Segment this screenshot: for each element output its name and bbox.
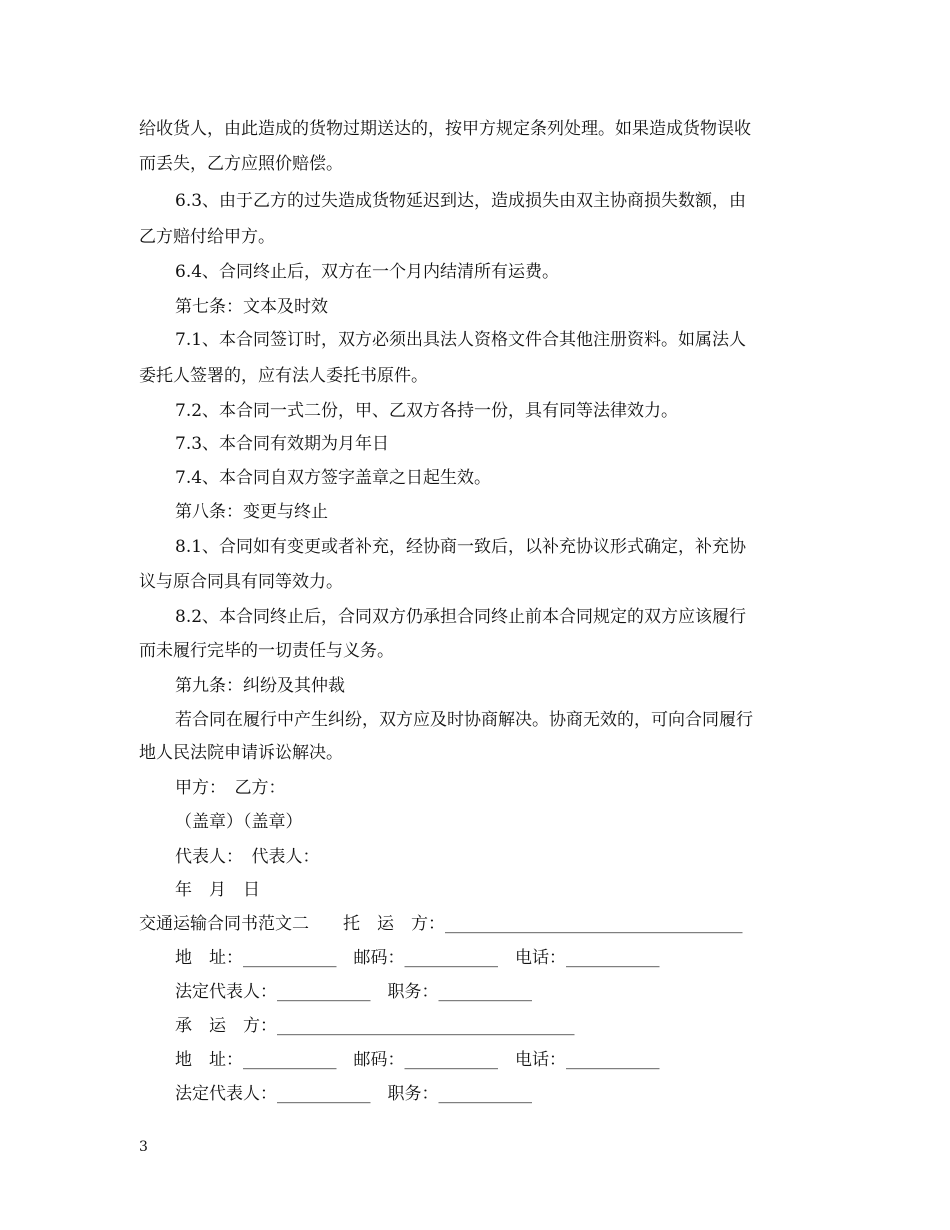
section-heading: 第七条：文本及时效 (175, 297, 328, 317)
representative-line: 代表人： 代表人： (175, 847, 320, 867)
text-line: 地人民法院申请诉讼解决。 (139, 743, 343, 763)
text-line: 6.4、合同终止后，双方在一个月内结清所有运费。 (175, 262, 560, 282)
text-line: 给收货人，由此造成的货物过期送达的，按甲方规定条列处理。如果造成货物误收 (139, 119, 751, 139)
form-field-line: 法定代表人：___________ 职务：___________ (175, 982, 532, 1002)
text-line: 若合同在履行中产生纠纷，双方应及时协商解决。协商无效的，可向合同履行 (175, 710, 753, 730)
text-line: 议与原合同具有同等效力。 (139, 572, 343, 592)
section-heading: 第八条：变更与终止 (175, 502, 328, 522)
page-number: 3 (139, 1139, 148, 1155)
section-heading: 第九条：纠纷及其仲裁 (175, 676, 345, 696)
date-line: 年 月 日 (175, 880, 260, 900)
text-line: 8.2、本合同终止后，合同双方仍承担合同终止前本合同规定的双方应该履行 (175, 607, 747, 627)
text-line: 乙方赔付给甲方。 (139, 227, 275, 247)
text-line: 7.3、本合同有效期为月年日 (175, 434, 390, 454)
form-field-line: 地 址：___________ 邮码：___________ 电话：___________ (175, 948, 660, 968)
text-line: 而未履行完毕的一切责任与义务。 (139, 641, 394, 661)
form-field-line: 法定代表人：___________ 职务：___________ (175, 1084, 532, 1104)
text-line: 8.1、合同如有变更或者补充，经协商一致后，以补充协议形式确定，补充协 (175, 537, 747, 557)
form-field-line: 承 运 方：___________________________________ (175, 1016, 575, 1036)
text-line: 而丢失，乙方应照价赔偿。 (139, 154, 343, 174)
text-line: 6.3、由于乙方的过失造成货物延迟到达，造成损失由双主协商损失数额，由 (175, 191, 747, 211)
text-line: 7.2、本合同一式二份，甲、乙双方各持一份，具有同等法律效力。 (175, 401, 679, 421)
text-line: 委托人签署的，应有法人委托书原件。 (139, 366, 428, 386)
seal-line: （盖章）（盖章） (175, 812, 303, 832)
signature-party-line: 甲方： 乙方： (175, 778, 286, 798)
form-title-line: 交通运输合同书范文二 托 运 方：___________________________________ (139, 914, 743, 934)
text-line: 7.4、本合同自双方签字盖章之日起生效。 (175, 468, 492, 488)
text-line: 7.1、本合同签订时，双方必须出具法人资格文件合其他注册资料。如属法人 (175, 330, 747, 350)
form-field-line: 地 址：___________ 邮码：___________ 电话：___________ (175, 1050, 660, 1070)
